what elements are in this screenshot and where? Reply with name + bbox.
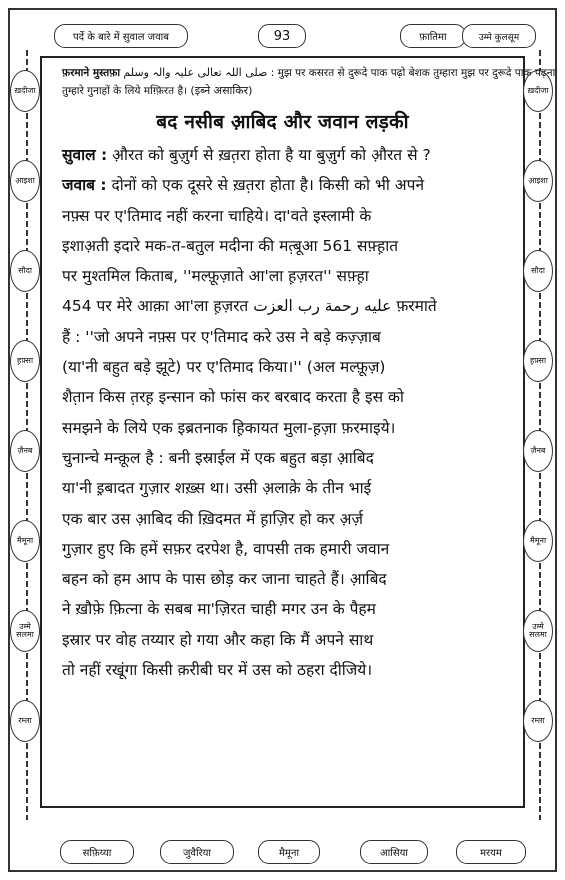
line-text: बहन को हम आप के पास छोड़ कर जाना चाहते हैं। आ़बिद [62, 570, 387, 589]
hadith-text-1: : मुझ पर कसरत से दुरूदे पाक पढ़ो बेशक तुम्हारा मुझ पर दुरूदे पाक पढ़ना [270, 67, 556, 79]
body-line [62, 534, 514, 564]
body-text [62, 140, 514, 685]
body-line [62, 231, 514, 261]
line-label: सुवाल : [62, 146, 108, 164]
line-text: 454 पर मेरे आक़ा आ'ला ह़ज़रत عليه رحمة رب العزت फ़रमाते [62, 297, 437, 316]
left-medal: सौदा [10, 250, 40, 292]
body-line [62, 140, 514, 170]
right-medal: ज़ैनब [523, 430, 553, 472]
hadith-line-1 [62, 64, 556, 82]
footer-label: मरयम [456, 840, 526, 864]
line-text: हैं : ''जो अपने नफ़्स पर ए'तिमाद करे उस ने बड़े कज़्ज़ाब [62, 327, 381, 346]
line-text: (या'नी बहुत बड़े झूटे) पर ए'तिमाद किया।'' (अल मल्फ़ूज़) [62, 358, 386, 377]
right-medal: आ़इशा [523, 160, 553, 202]
body-line [62, 655, 514, 685]
right-medal: ह़फ़्सा [523, 340, 553, 382]
hadith-line-2 [62, 82, 514, 100]
body-line [62, 170, 514, 200]
line-text: तो नहीं रखूंगा किसी क़रीबी घर में उस को ठहरा दीजिये। [62, 661, 373, 680]
book-title-oval [54, 24, 188, 48]
left-medal: ज़ैनब [10, 430, 40, 472]
hadith-source: (इब्ने असाकिर) [190, 84, 253, 97]
right-medal: रम्ला [523, 700, 553, 742]
body-line [62, 382, 514, 412]
right-ornament-column [525, 50, 553, 820]
left-medal: आ़इशा [10, 160, 40, 202]
line-text: शैत़ान किस त़रह़ इन्सान को फांस कर बरबाद करता है इस को [62, 388, 404, 407]
section-title: बद नसीब आ़बिद और जवान लड़की [156, 111, 409, 133]
page-number: 93 [273, 28, 291, 44]
body-line [62, 564, 514, 594]
left-medal: उम्मे सलमा [10, 610, 40, 652]
line-text: इस्रार पर वोह तय्यार हो गया और कहा कि मैं अपने साथ [62, 630, 374, 649]
page-number-oval [258, 24, 306, 48]
line-text: नफ़्स पर ए'तिमाद नहीं करना चाहिये। दा'वते इस्लामी के [62, 206, 372, 225]
book-title: पर्दे के बारे में सुवाल जवाब [73, 32, 169, 43]
line-text: चुनान्चे मन्क़ूल है : बनी इस्राईल में एक बहुत बड़ा आ़बिद [62, 448, 374, 467]
corner-label: फ़ातिमा [419, 32, 447, 43]
line-text: गुज़ार हुए कि हमें सफ़र दरपेश है, वापसी तक हमारी जवान [62, 539, 390, 558]
body-line [62, 352, 514, 382]
body-line [62, 291, 514, 321]
corner-label-oval [400, 24, 466, 48]
body-line [62, 261, 514, 291]
right-medal: सौदा [523, 250, 553, 292]
line-text: ने ख़ौफ़े फ़ित्ना के सबब मा'ज़िरत चाही मगर उन के पैहम [62, 600, 376, 619]
line-text: समझने के लिये एक इब्रतनाक ह़िकायत मुला-ह़ज़ा फ़रमाइये। [62, 418, 396, 437]
line-text: इशाअ़ती इदारे मक-त-बतुल मदीना की मत़्बूआ 561 सफ़्ह़ात [62, 236, 399, 255]
corner-far-label-oval [462, 24, 536, 48]
left-ornament-column [12, 50, 40, 820]
right-medal: उम्मे सलमा [523, 610, 553, 652]
right-medal: ख़दीजा [523, 70, 553, 112]
footer-label: आसिया [360, 840, 428, 864]
left-medal: रम्ला [10, 700, 40, 742]
line-label: जवाब : [62, 176, 107, 195]
right-medal: मैमूना [523, 520, 553, 562]
body-line [62, 443, 514, 473]
body-line [62, 594, 514, 624]
body-line [62, 504, 514, 534]
corner-far-label: उम्मे कुलसूम [478, 32, 520, 43]
body-line [62, 322, 514, 352]
body-line [62, 625, 514, 655]
line-text: या'नी इ़बादत गुज़ार शख़्स था। उसी अ़लाक़े के तीन भाई [62, 479, 372, 498]
line-text: औ़रत को बुज़ुर्ग से ख़त़रा होता है या बुज़ुर्ग को औ़रत से ? [107, 146, 431, 164]
hadith-salawat: صلی اللہ تعالی علیہ والہ وسلم [123, 66, 268, 79]
footer-label: मैमूना [258, 840, 320, 864]
left-medal: ह़फ़्सा [10, 340, 40, 382]
hadith-text-2: तुम्हारे गुनाहों के लिये मग़्फ़िरत है। [62, 85, 188, 97]
hadith-lead: फ़रमाने मुस्तफ़ा [62, 67, 121, 79]
body-line [62, 473, 514, 503]
footer-label: जुवैरिया [160, 840, 234, 864]
body-line [62, 413, 514, 443]
body-line [62, 201, 514, 231]
left-medal: ख़दीजा [10, 70, 40, 112]
line-text: पर मुश्तमिल किताब, ''मल्फ़ूज़ाते आ'ला ह़ज़रत'' सफ़्ह़ा [62, 267, 369, 286]
left-medal: मैमूना [10, 520, 40, 562]
line-text: एक बार उस आ़बिद की ख़िदमत में ह़ाज़िर हो कर अ़र्ज़ [62, 509, 364, 528]
footer-label: सफ़िय्या [60, 840, 134, 864]
line-text: दोनों को एक दूसरे से ख़त़रा होता है। किसी को भी अपने [106, 176, 425, 195]
